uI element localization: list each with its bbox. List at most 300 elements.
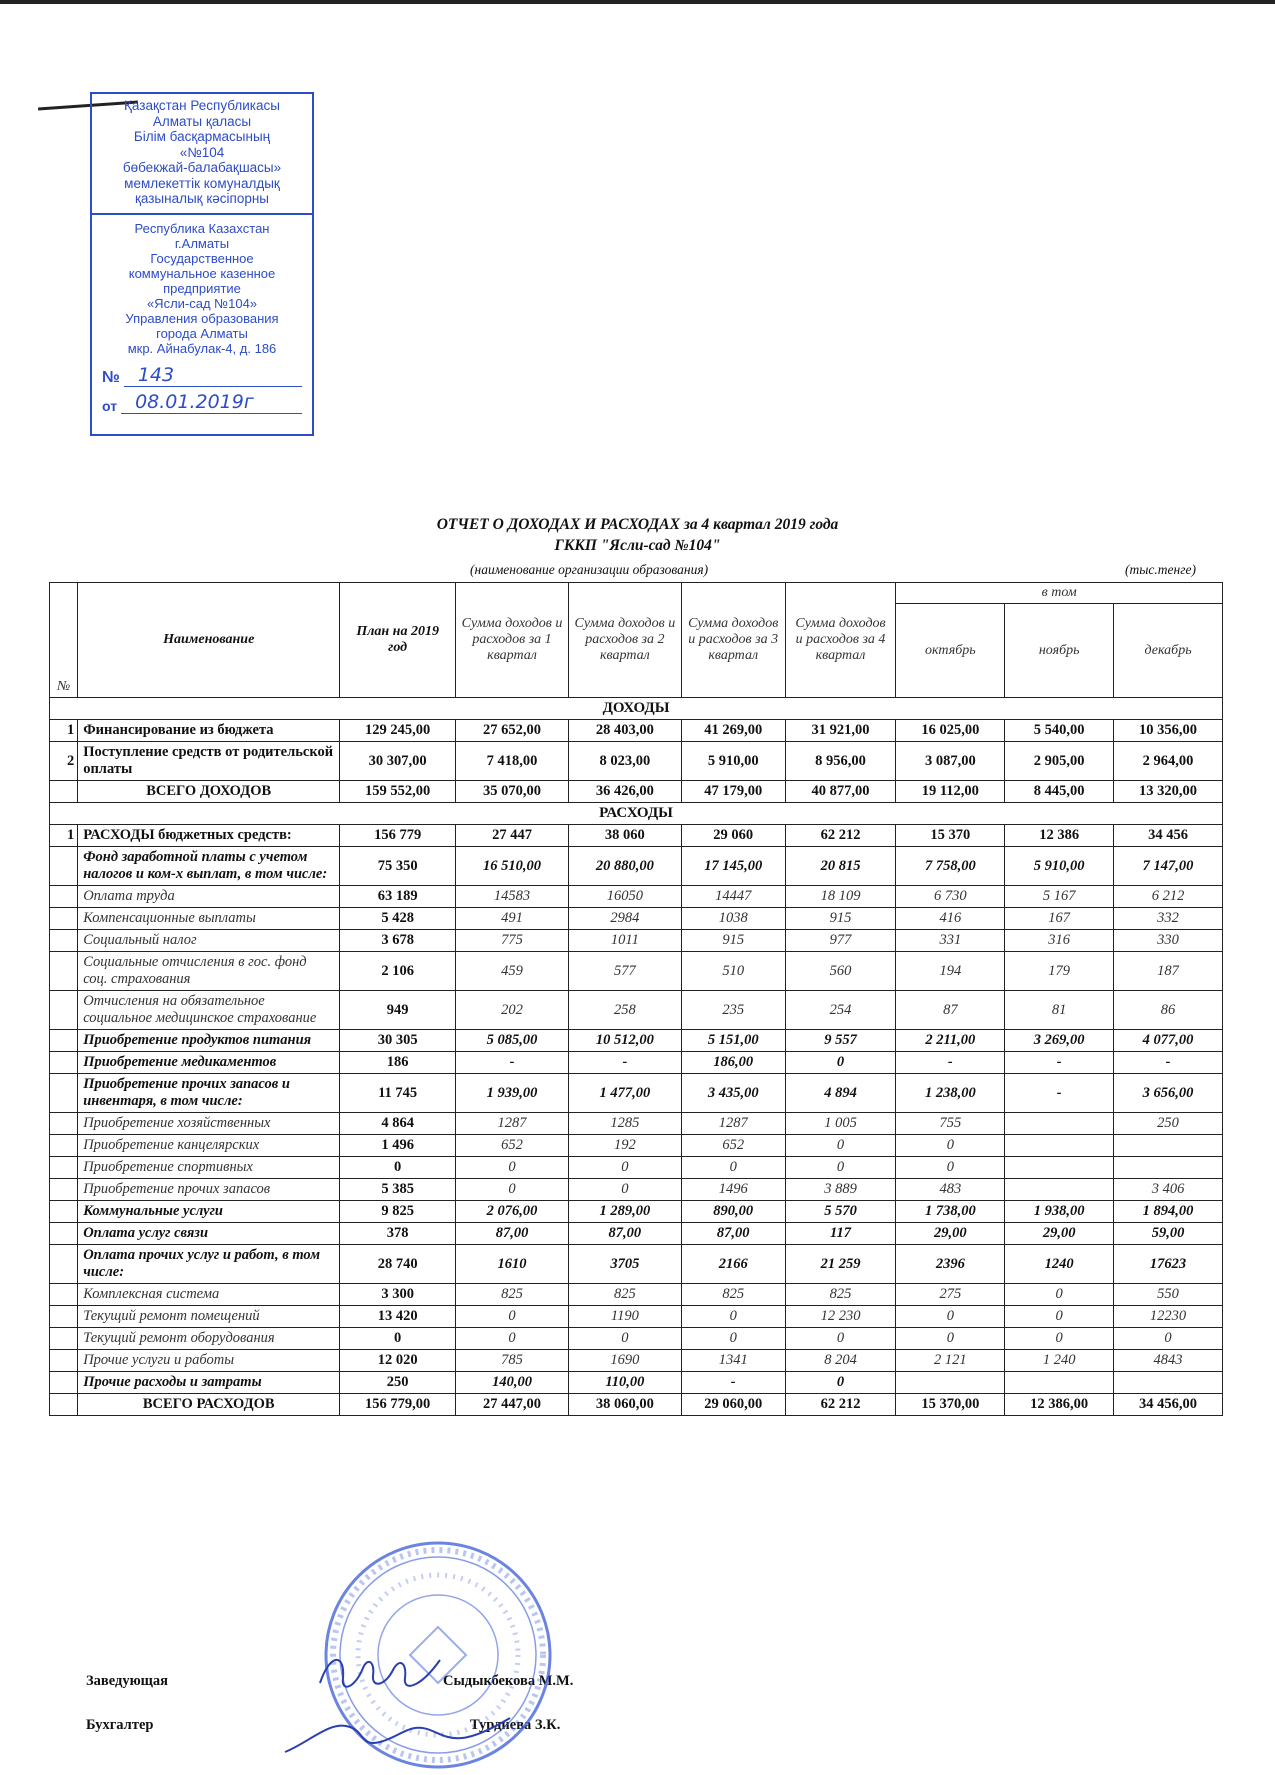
stamp-number-line bbox=[102, 364, 302, 387]
value-cell: 483 bbox=[896, 1179, 1005, 1201]
value-cell: 20 880,00 bbox=[568, 847, 681, 886]
value-cell: 28 403,00 bbox=[568, 720, 681, 742]
value-cell: - bbox=[456, 1052, 569, 1074]
expense-row bbox=[50, 1350, 1223, 1372]
accountant-role: Бухгалтер bbox=[86, 1717, 154, 1733]
value-cell: 34 456,00 bbox=[1114, 1394, 1223, 1416]
value-cell: 0 bbox=[340, 1157, 456, 1179]
row-name: Приобретение хозяйственных bbox=[78, 1113, 340, 1135]
value-cell: 28 740 bbox=[340, 1245, 456, 1284]
value-cell: 0 bbox=[568, 1328, 681, 1350]
expense-total-row bbox=[50, 1394, 1223, 1416]
row-name: Приобретение прочих запасов и инвентаря, в том числе: bbox=[78, 1074, 340, 1113]
value-cell: 459 bbox=[456, 952, 569, 991]
value-cell: 186,00 bbox=[681, 1052, 785, 1074]
value-cell: 34 456 bbox=[1114, 825, 1223, 847]
value-cell: 5 540,00 bbox=[1005, 720, 1114, 742]
value-cell: 27 447 bbox=[456, 825, 569, 847]
value-cell: 1496 bbox=[681, 1179, 785, 1201]
value-cell: 87,00 bbox=[456, 1223, 569, 1245]
value-cell: 1 005 bbox=[785, 1113, 896, 1135]
col-header-q3: Сумма доходов и расходов за 3 квартал bbox=[681, 583, 785, 698]
stamp-number-value: 143 bbox=[124, 364, 302, 387]
value-cell: 15 370 bbox=[896, 825, 1005, 847]
value-cell: 8 023,00 bbox=[568, 742, 681, 781]
value-cell: - bbox=[681, 1372, 785, 1394]
row-name: Прочие услуги и работы bbox=[78, 1350, 340, 1372]
expense-row bbox=[50, 1113, 1223, 1135]
row-number bbox=[50, 1223, 78, 1245]
head-role: Заведующая bbox=[86, 1673, 168, 1689]
value-cell: 2 211,00 bbox=[896, 1030, 1005, 1052]
value-cell bbox=[1005, 1157, 1114, 1179]
col-header-november: ноябрь bbox=[1005, 604, 1114, 698]
value-cell: 8 956,00 bbox=[785, 742, 896, 781]
value-cell: 3 678 bbox=[340, 930, 456, 952]
value-cell: 117 bbox=[785, 1223, 896, 1245]
value-cell: 87,00 bbox=[568, 1223, 681, 1245]
stamp-date-value: 08.01.2019г bbox=[121, 391, 302, 414]
scan-top-edge bbox=[0, 0, 1275, 4]
row-number bbox=[50, 1201, 78, 1223]
value-cell: 6 212 bbox=[1114, 886, 1223, 908]
value-cell: 0 bbox=[785, 1328, 896, 1350]
value-cell: 75 350 bbox=[340, 847, 456, 886]
value-cell: 5 910,00 bbox=[681, 742, 785, 781]
expense-row bbox=[50, 1135, 1223, 1157]
value-cell: 4843 bbox=[1114, 1350, 1223, 1372]
value-cell: 47 179,00 bbox=[681, 781, 785, 803]
row-number bbox=[50, 1328, 78, 1350]
row-name: Социальный налог bbox=[78, 930, 340, 952]
row-name: Отчисления на обязательное социальное медицинское страхование bbox=[78, 991, 340, 1030]
value-cell: 825 bbox=[681, 1284, 785, 1306]
value-cell: 35 070,00 bbox=[456, 781, 569, 803]
value-cell: 316 bbox=[1005, 930, 1114, 952]
value-cell: 18 109 bbox=[785, 886, 896, 908]
value-cell: 652 bbox=[456, 1135, 569, 1157]
value-cell: 1287 bbox=[456, 1113, 569, 1135]
value-cell: 17623 bbox=[1114, 1245, 1223, 1284]
value-cell: 0 bbox=[785, 1052, 896, 1074]
stamp-russian-text bbox=[92, 215, 312, 360]
value-cell bbox=[1114, 1372, 1223, 1394]
head-signature bbox=[315, 1648, 445, 1698]
value-cell: 5 385 bbox=[340, 1179, 456, 1201]
stamp-number-label: № bbox=[102, 368, 120, 386]
value-cell: 14583 bbox=[456, 886, 569, 908]
row-name: Приобретение прочих запасов bbox=[78, 1179, 340, 1201]
registration-stamp bbox=[90, 92, 314, 436]
value-cell: 27 652,00 bbox=[456, 720, 569, 742]
value-cell: 4 077,00 bbox=[1114, 1030, 1223, 1052]
accountant-signature bbox=[280, 1712, 520, 1757]
value-cell bbox=[1114, 1135, 1223, 1157]
stamp-ru-line: предприятие bbox=[163, 280, 241, 296]
expense-row bbox=[50, 825, 1223, 847]
value-cell: 12 386,00 bbox=[1005, 1394, 1114, 1416]
value-cell: 275 bbox=[896, 1284, 1005, 1306]
row-number bbox=[50, 952, 78, 991]
expense-row bbox=[50, 1052, 1223, 1074]
value-cell bbox=[1005, 1372, 1114, 1394]
value-cell: 14447 bbox=[681, 886, 785, 908]
value-cell: 1 894,00 bbox=[1114, 1201, 1223, 1223]
expense-row bbox=[50, 847, 1223, 886]
stamp-kz-line: Білім басқармасының bbox=[133, 129, 271, 144]
value-cell: 1 939,00 bbox=[456, 1074, 569, 1113]
value-cell: 186 bbox=[340, 1052, 456, 1074]
value-cell: 1 240 bbox=[1005, 1350, 1114, 1372]
income-section-header bbox=[50, 698, 1223, 720]
row-number bbox=[50, 1372, 78, 1394]
row-number bbox=[50, 781, 78, 803]
value-cell: 5 570 bbox=[785, 1201, 896, 1223]
value-cell: 1287 bbox=[681, 1113, 785, 1135]
value-cell: 30 305 bbox=[340, 1030, 456, 1052]
row-name: Социальные отчисления в гос. фонд соц. страхования bbox=[78, 952, 340, 991]
value-cell: 332 bbox=[1114, 908, 1223, 930]
value-cell: 825 bbox=[456, 1284, 569, 1306]
value-cell: 3 435,00 bbox=[681, 1074, 785, 1113]
row-name: Компенсационные выплаты bbox=[78, 908, 340, 930]
value-cell: 3 889 bbox=[785, 1179, 896, 1201]
value-cell: 1038 bbox=[681, 908, 785, 930]
value-cell: 560 bbox=[785, 952, 896, 991]
row-name: Текущий ремонт оборудования bbox=[78, 1328, 340, 1350]
value-cell: 755 bbox=[896, 1113, 1005, 1135]
col-header-october: октябрь bbox=[896, 604, 1005, 698]
stamp-kz-line: Алматы қаласы bbox=[152, 113, 252, 129]
expense-row bbox=[50, 886, 1223, 908]
value-cell: 331 bbox=[896, 930, 1005, 952]
expense-row bbox=[50, 1328, 1223, 1350]
stamp-ru-line: Управления образования bbox=[125, 310, 279, 326]
value-cell: 3 269,00 bbox=[1005, 1030, 1114, 1052]
row-number bbox=[50, 1135, 78, 1157]
value-cell: 890,00 bbox=[681, 1201, 785, 1223]
value-cell: 7 147,00 bbox=[1114, 847, 1223, 886]
value-cell: 1610 bbox=[456, 1245, 569, 1284]
head-name: Сыдыкбекова М.М. bbox=[443, 1673, 574, 1689]
value-cell: 3 656,00 bbox=[1114, 1074, 1223, 1113]
expense-row bbox=[50, 1284, 1223, 1306]
value-cell: - bbox=[1005, 1074, 1114, 1113]
value-cell: 12 386 bbox=[1005, 825, 1114, 847]
stamp-ru-line: Республика Казахстан bbox=[134, 220, 270, 236]
col-header-name: Наименование bbox=[78, 583, 340, 698]
value-cell: 2 964,00 bbox=[1114, 742, 1223, 781]
value-cell: 202 bbox=[456, 991, 569, 1030]
value-cell: 1011 bbox=[568, 930, 681, 952]
stamp-ru-line: Государственное bbox=[150, 250, 254, 266]
value-cell: 0 bbox=[785, 1135, 896, 1157]
value-cell bbox=[896, 1372, 1005, 1394]
value-cell: 1 477,00 bbox=[568, 1074, 681, 1113]
value-cell: 258 bbox=[568, 991, 681, 1030]
value-cell: 0 bbox=[896, 1157, 1005, 1179]
row-number bbox=[50, 991, 78, 1030]
value-cell: 13 420 bbox=[340, 1306, 456, 1328]
expense-row bbox=[50, 1201, 1223, 1223]
value-cell: 1 496 bbox=[340, 1135, 456, 1157]
value-cell: 36 426,00 bbox=[568, 781, 681, 803]
value-cell: 2984 bbox=[568, 908, 681, 930]
row-name: Приобретение спортивных bbox=[78, 1157, 340, 1179]
row-number bbox=[50, 1394, 78, 1416]
stamp-ru-line: города Алматы bbox=[156, 325, 248, 341]
col-header-december: декабрь bbox=[1114, 604, 1223, 698]
col-header-q1: Сумма доходов и расходов за 1 квартал bbox=[456, 583, 569, 698]
value-cell: 3 300 bbox=[340, 1284, 456, 1306]
value-cell: 652 bbox=[681, 1135, 785, 1157]
expense-section-header-label: РАСХОДЫ bbox=[50, 803, 1223, 825]
value-cell: 1240 bbox=[1005, 1245, 1114, 1284]
value-cell: 0 bbox=[896, 1135, 1005, 1157]
stamp-ru-line: коммунальное казенное bbox=[128, 265, 276, 281]
income-section-header-label: ДОХОДЫ bbox=[50, 698, 1223, 720]
col-header-plan: План на 2019 год bbox=[340, 583, 456, 698]
value-cell: 29,00 bbox=[896, 1223, 1005, 1245]
row-name: Приобретение канцелярских bbox=[78, 1135, 340, 1157]
value-cell: 1690 bbox=[568, 1350, 681, 1372]
stamp-kz-line: мемлекеттік комуналдық bbox=[124, 175, 280, 191]
value-cell: 8 204 bbox=[785, 1350, 896, 1372]
value-cell: 825 bbox=[785, 1284, 896, 1306]
value-cell: 5 085,00 bbox=[456, 1030, 569, 1052]
value-cell: 63 189 bbox=[340, 886, 456, 908]
row-name: Прочие расходы и затраты bbox=[78, 1372, 340, 1394]
value-cell: 86 bbox=[1114, 991, 1223, 1030]
row-number bbox=[50, 1245, 78, 1284]
value-cell: - bbox=[896, 1052, 1005, 1074]
value-cell: 3705 bbox=[568, 1245, 681, 1284]
value-cell: 13 320,00 bbox=[1114, 781, 1223, 803]
col-header-no: № bbox=[50, 583, 78, 698]
value-cell bbox=[1005, 1113, 1114, 1135]
value-cell: 12 020 bbox=[340, 1350, 456, 1372]
stamp-date-label: от bbox=[102, 397, 118, 414]
value-cell: 0 bbox=[896, 1306, 1005, 1328]
expense-row bbox=[50, 952, 1223, 991]
value-cell: 254 bbox=[785, 991, 896, 1030]
value-cell: 29,00 bbox=[1005, 1223, 1114, 1245]
row-name: Оплата труда bbox=[78, 886, 340, 908]
value-cell: 977 bbox=[785, 930, 896, 952]
expense-row bbox=[50, 1223, 1223, 1245]
value-cell: 159 552,00 bbox=[340, 781, 456, 803]
value-cell: 19 112,00 bbox=[896, 781, 1005, 803]
row-name: Текущий ремонт помещений bbox=[78, 1306, 340, 1328]
value-cell: 5 428 bbox=[340, 908, 456, 930]
expense-row bbox=[50, 1030, 1223, 1052]
value-cell: 1285 bbox=[568, 1113, 681, 1135]
col-header-group: в том bbox=[896, 583, 1223, 604]
value-cell: 250 bbox=[340, 1372, 456, 1394]
stamp-kz-line: бөбекжай-балабақшасы» bbox=[122, 160, 282, 175]
value-cell: 2166 bbox=[681, 1245, 785, 1284]
expense-section-header bbox=[50, 803, 1223, 825]
value-cell: 915 bbox=[785, 908, 896, 930]
value-cell: 40 877,00 bbox=[785, 781, 896, 803]
row-number bbox=[50, 1284, 78, 1306]
value-cell: 2 905,00 bbox=[1005, 742, 1114, 781]
value-cell: 29 060 bbox=[681, 825, 785, 847]
income-total-row bbox=[50, 781, 1223, 803]
value-cell: 16050 bbox=[568, 886, 681, 908]
row-number bbox=[50, 908, 78, 930]
row-number bbox=[50, 1157, 78, 1179]
value-cell: 0 bbox=[681, 1306, 785, 1328]
value-cell bbox=[1114, 1157, 1223, 1179]
value-cell: 30 307,00 bbox=[340, 742, 456, 781]
row-number: 2 bbox=[50, 742, 78, 781]
value-cell: 4 894 bbox=[785, 1074, 896, 1113]
value-cell: 129 245,00 bbox=[340, 720, 456, 742]
value-cell: 1341 bbox=[681, 1350, 785, 1372]
value-cell: 12 230 bbox=[785, 1306, 896, 1328]
expense-row bbox=[50, 1179, 1223, 1201]
row-number bbox=[50, 1113, 78, 1135]
row-number bbox=[50, 1052, 78, 1074]
value-cell: 1 938,00 bbox=[1005, 1201, 1114, 1223]
value-cell: 785 bbox=[456, 1350, 569, 1372]
value-cell: 7 758,00 bbox=[896, 847, 1005, 886]
value-cell: 0 bbox=[1005, 1328, 1114, 1350]
value-cell: 0 bbox=[1005, 1306, 1114, 1328]
row-name: Финансирование из бюджета bbox=[78, 720, 340, 742]
value-cell: 0 bbox=[785, 1157, 896, 1179]
value-cell: 510 bbox=[681, 952, 785, 991]
stamp-kz-line: «№104 bbox=[179, 144, 225, 160]
value-cell: 10 356,00 bbox=[1114, 720, 1223, 742]
row-name: Фонд заработной платы с учетом налогов и ком-х выплат, в том числе: bbox=[78, 847, 340, 886]
value-cell: 949 bbox=[340, 991, 456, 1030]
value-cell: 16 510,00 bbox=[456, 847, 569, 886]
row-name: Приобретение медикаментов bbox=[78, 1052, 340, 1074]
row-number bbox=[50, 886, 78, 908]
value-cell: 5 910,00 bbox=[1005, 847, 1114, 886]
value-cell: 38 060 bbox=[568, 825, 681, 847]
income-row bbox=[50, 742, 1223, 781]
value-cell: 550 bbox=[1114, 1284, 1223, 1306]
value-cell: 2 106 bbox=[340, 952, 456, 991]
value-cell: 156 779 bbox=[340, 825, 456, 847]
stamp-kz-line: Қазақстан Республикасы bbox=[124, 98, 280, 113]
value-cell: 1 238,00 bbox=[896, 1074, 1005, 1113]
value-cell: 577 bbox=[568, 952, 681, 991]
row-number bbox=[50, 1179, 78, 1201]
value-cell: 38 060,00 bbox=[568, 1394, 681, 1416]
row-name: ВСЕГО РАСХОДОВ bbox=[78, 1394, 340, 1416]
value-cell: 0 bbox=[681, 1157, 785, 1179]
value-cell: 140,00 bbox=[456, 1372, 569, 1394]
expense-row bbox=[50, 991, 1223, 1030]
row-name: Поступление средств от родительской оплаты bbox=[78, 742, 340, 781]
income-row bbox=[50, 720, 1223, 742]
value-cell: 416 bbox=[896, 908, 1005, 930]
stamp-kz-line: қазыналық кәсіпорны bbox=[134, 191, 269, 206]
row-name: Оплата прочих услуг и работ, в том числе: bbox=[78, 1245, 340, 1284]
value-cell: 0 bbox=[340, 1328, 456, 1350]
col-header-q4: Сумма доходов и расходов за 4 квартал bbox=[785, 583, 896, 698]
value-cell: 62 212 bbox=[785, 1394, 896, 1416]
value-cell: 20 815 bbox=[785, 847, 896, 886]
stamp-ru-line: «Ясли-сад №104» bbox=[146, 295, 258, 311]
value-cell: 0 bbox=[1114, 1328, 1223, 1350]
stamp-date-line bbox=[102, 391, 302, 414]
value-cell: 491 bbox=[456, 908, 569, 930]
row-number: 1 bbox=[50, 720, 78, 742]
expense-row bbox=[50, 1372, 1223, 1394]
value-cell: 915 bbox=[681, 930, 785, 952]
value-cell: 0 bbox=[456, 1157, 569, 1179]
accountant-name: Турдиева З.К. bbox=[470, 1717, 561, 1733]
value-cell: 27 447,00 bbox=[456, 1394, 569, 1416]
value-cell: 2396 bbox=[896, 1245, 1005, 1284]
row-number bbox=[50, 1074, 78, 1113]
value-cell: 0 bbox=[456, 1179, 569, 1201]
value-cell: 11 745 bbox=[340, 1074, 456, 1113]
row-number bbox=[50, 1306, 78, 1328]
expense-row bbox=[50, 930, 1223, 952]
value-cell: 3 406 bbox=[1114, 1179, 1223, 1201]
value-cell: 0 bbox=[568, 1179, 681, 1201]
value-cell: 12230 bbox=[1114, 1306, 1223, 1328]
value-cell: 167 bbox=[1005, 908, 1114, 930]
value-cell: 187 bbox=[1114, 952, 1223, 991]
value-cell: 8 445,00 bbox=[1005, 781, 1114, 803]
value-cell: 156 779,00 bbox=[340, 1394, 456, 1416]
value-cell: 41 269,00 bbox=[681, 720, 785, 742]
value-cell: 250 bbox=[1114, 1113, 1223, 1135]
value-cell: 235 bbox=[681, 991, 785, 1030]
value-cell: 87,00 bbox=[681, 1223, 785, 1245]
row-name: Приобретение продуктов питания bbox=[78, 1030, 340, 1052]
value-cell: 3 087,00 bbox=[896, 742, 1005, 781]
row-number bbox=[50, 1030, 78, 1052]
value-cell: 9 825 bbox=[340, 1201, 456, 1223]
value-cell bbox=[1005, 1179, 1114, 1201]
stamp-ru-line: г.Алматы bbox=[174, 235, 230, 251]
value-cell: 29 060,00 bbox=[681, 1394, 785, 1416]
value-cell: 192 bbox=[568, 1135, 681, 1157]
value-cell: 5 167 bbox=[1005, 886, 1114, 908]
value-cell: 1190 bbox=[568, 1306, 681, 1328]
row-number bbox=[50, 847, 78, 886]
expense-row bbox=[50, 1245, 1223, 1284]
value-cell: 0 bbox=[1005, 1284, 1114, 1306]
value-cell: 179 bbox=[1005, 952, 1114, 991]
value-cell: 17 145,00 bbox=[681, 847, 785, 886]
value-cell: 0 bbox=[456, 1306, 569, 1328]
value-cell: - bbox=[568, 1052, 681, 1074]
value-cell: 825 bbox=[568, 1284, 681, 1306]
table-body bbox=[50, 698, 1223, 1416]
stamp-kazakh-text bbox=[92, 94, 312, 215]
col-header-q2: Сумма доходов и расходов за 2 квартал bbox=[568, 583, 681, 698]
value-cell: 62 212 bbox=[785, 825, 896, 847]
value-cell: 1 738,00 bbox=[896, 1201, 1005, 1223]
value-cell: 775 bbox=[456, 930, 569, 952]
value-cell: 0 bbox=[568, 1157, 681, 1179]
org-name-note: (наименование организации образования) bbox=[470, 562, 709, 577]
value-cell: 2 121 bbox=[896, 1350, 1005, 1372]
row-name: ВСЕГО ДОХОДОВ bbox=[78, 781, 340, 803]
value-cell: 1 289,00 bbox=[568, 1201, 681, 1223]
value-cell: 194 bbox=[896, 952, 1005, 991]
value-cell: - bbox=[1005, 1052, 1114, 1074]
